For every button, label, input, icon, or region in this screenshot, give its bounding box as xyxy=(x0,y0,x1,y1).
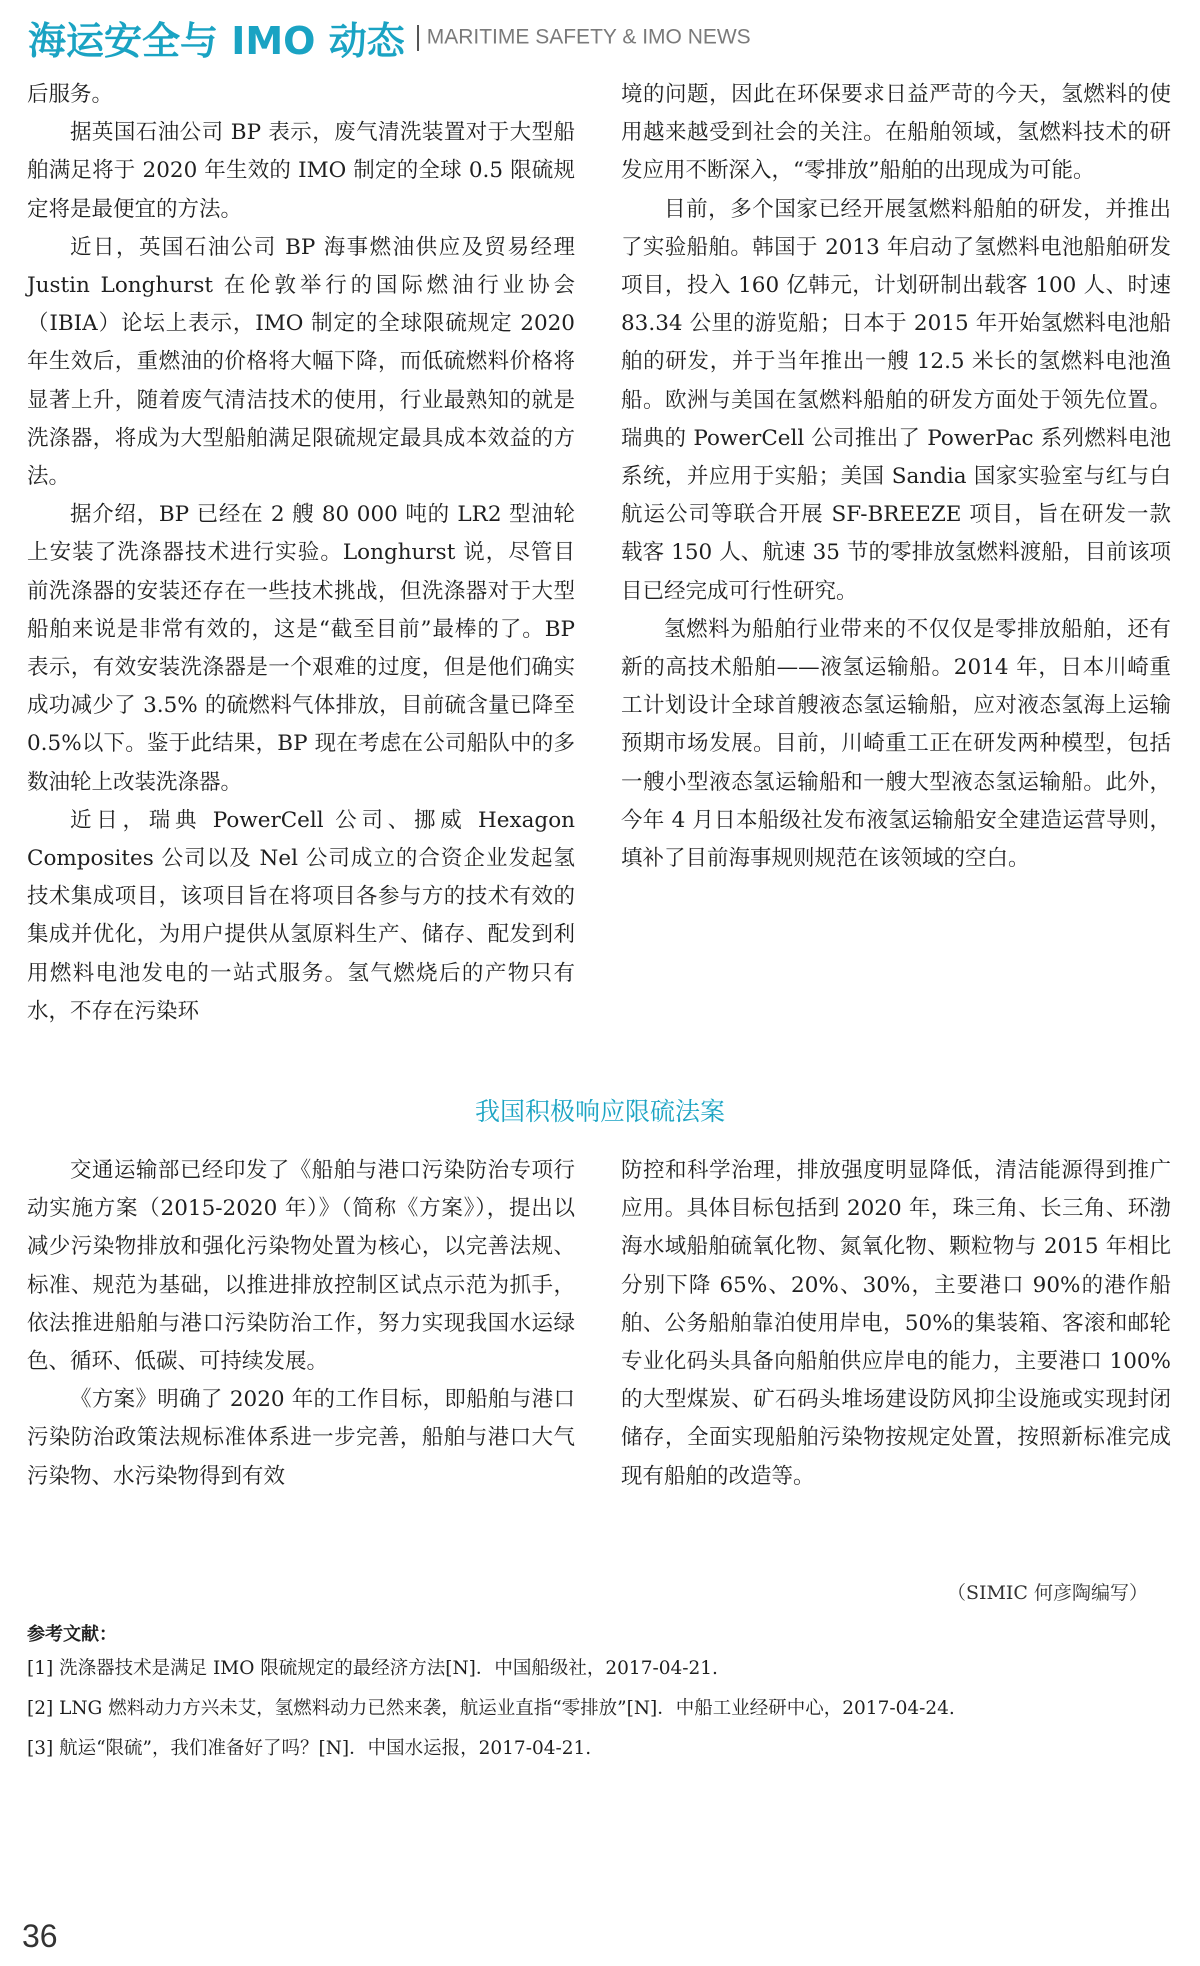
paragraph: 防控和科学治理，排放强度明显降低，清洁能源得到推广应用。具体目标包括到 2020 年，珠三角、长三角、环渤海水域船舶硫氧化物、氮氧化物、颗粒物与 2015 年相比分别下降 65%、20%、30%，主要港口 90%的港作船舶、公务船舶靠泊使用岸电，50%的集装箱、客滚和邮轮专业化码头具备向船舶供应岸电的能力，主要港口 100% 的大型煤炭、矿石码头堆场建设防风抑尘设施或实现封闭储存，全面实现船舶污染物按规定处置，按照新标准完成现有船舶的改造等。 xyxy=(621,1158,1171,1489)
article-left-column xyxy=(27,76,575,1031)
page-number: 36 xyxy=(22,1918,58,1954)
paragraph: 交通运输部已经印发了《船舶与港口污染防治专项行动实施方案（2015-2020 年）》（简称《方案》），提出以减少污染物排放和强化污染物处置为核心，以完善法规、标准、规范为基础，以推进排放控制区试点示范为抓手，依法推进船舶与港口污染防治工作，努力实现我国水运绿色、循环、低碳、可持续发展。 xyxy=(27,1158,575,1375)
paragraph: 后服务。 xyxy=(27,82,114,107)
paragraph: 近日，瑞典 PowerCell 公司、挪威 Hexagon Composites 公司以及 Nel 公司成立的合资企业发起氢技术集成项目，该项目旨在将项目各参与方的技术有效的集成并优化，为用户提供从氢原料生产、储存、配发到利用燃料电池发电的一站式服务。氢气燃烧后的产物只有水，不存在污染环 xyxy=(27,807,575,1024)
author-credit: （SIMIC 何彦陶编写） xyxy=(946,1582,1148,1604)
paragraph: 据介绍，BP 已经在 2 艘 80 000 吨的 LR2 型油轮上安装了洗涤器技术进行实验。Longhurst 说，尽管目前洗涤器的安装还存在一些技术挑战，但洗涤器对于大型船舶来说是非常有效的，这是“截至目前”最棒的了。BP 表示，有效安装洗涤器是一个艰难的过度，但是他们确实成功减少了 3.5% 的硫燃料气体排放，目前硫含量已降至 0.5%以下。鉴于此结果，BP 现在考虑在公司船队中的多数油轮上改装洗涤器。 xyxy=(27,502,575,795)
paragraph: 目前，多个国家已经开展氢燃料船舶的研发，并推出了实验船舶。韩国于 2013 年启动了氢燃料电池船舶研发项目，投入 160 亿韩元，计划研制出载客 100 人、时速 83.34 公里的游览船；日本于 2015 年开始氢燃料电池船舶的研发，并于当年推出一艘 12.5 米长的氢燃料电池渔船。欧洲与美国在氢燃料船舶的研发方面处于领先位置。瑞典的 PowerCell 公司推出了 PowerPac 系列燃料电池系统，并应用于实船；美国 Sandia 国家实验室与红与白航运公司等联合开展 SF-BREEZE 项目，旨在研发一款载客 150 人、航速 35 节的零排放氢燃料渡船，目前该项目已经完成可行性研究。 xyxy=(621,196,1171,604)
header-title-en: MARITIME SAFETY & IMO NEWS xyxy=(426,25,751,49)
paragraph: 氢燃料为船舶行业带来的不仅仅是零排放船舶，还有新的高技术船舶——液氢运输船。2014 年，日本川崎重工计划设计全球首艘液态氢运输船，应对液态氢海上运输预期市场发展。目前，川崎重工正在研发两种模型，包括一艘小型液态氢运输船和一艘大型液态氢运输船。此外，今年 4 月日本船级社发布液氢运输船安全建造运营导则，填补了目前海事规则规范在该领域的空白。 xyxy=(621,616,1171,872)
header-title-cn: 海运安全与 IMO 动态 xyxy=(28,19,405,63)
paragraph: 据英国石油公司 BP 表示，废气清洗装置对于大型船舶满足将于 2020 年生效的 IMO 制定的全球 0.5 限硫规定将是最便宜的方法。 xyxy=(27,120,575,222)
section-title: 我国积极响应限硫法案 xyxy=(474,1097,725,1126)
article-right-column xyxy=(621,76,1171,878)
paragraph: 《方案》明确了 2020 年的工作目标，即船舶与港口污染防治政策法规标准体系进一步完善，船舶与港口大气污染物、水污染物得到有效 xyxy=(27,1387,575,1489)
reference-item: [2] LNG 燃料动力方兴未艾，氢燃料动力已然来袭，航运业直指“零排放”[N]．中船工业经研中心，2017-04-24. xyxy=(27,1698,955,1719)
paragraph: 近日，英国石油公司 BP 海事燃油供应及贸易经理 Justin Longhurst 在伦敦举行的国际燃油行业协会（IBIA）论坛上表示，IMO 制定的全球限硫规定 2020 年生效后，重燃油的价格将大幅下降，而低硫燃料价格将显著上升，随着废气清洁技术的使用，行业最熟知的就是洗涤器，将成为大型船舶满足限硫规定最具成本效益的方法。 xyxy=(27,234,575,490)
reference-item: [1] 洗涤器技术是满足 IMO 限硫规定的最经济方法[N]．中国船级社，2017-04-21. xyxy=(27,1658,718,1679)
references-title: 参考文献： xyxy=(27,1624,117,1645)
page-header xyxy=(28,10,751,63)
header-divider xyxy=(417,25,419,51)
references xyxy=(27,1620,1177,1776)
reference-item: [3] 航运“限硫”，我们准备好了吗？[N]．中国水运报，2017-04-21. xyxy=(27,1738,592,1759)
section-left-column xyxy=(27,1152,575,1496)
paragraph: 境的问题，因此在环保要求日益严苛的今天，氢燃料的使用越来越受到社会的关注。在船舶领域，氢燃料技术的研发应用不断深入，“零排放”船舶的出现成为可能。 xyxy=(621,82,1171,184)
section-right-column xyxy=(621,1152,1171,1496)
